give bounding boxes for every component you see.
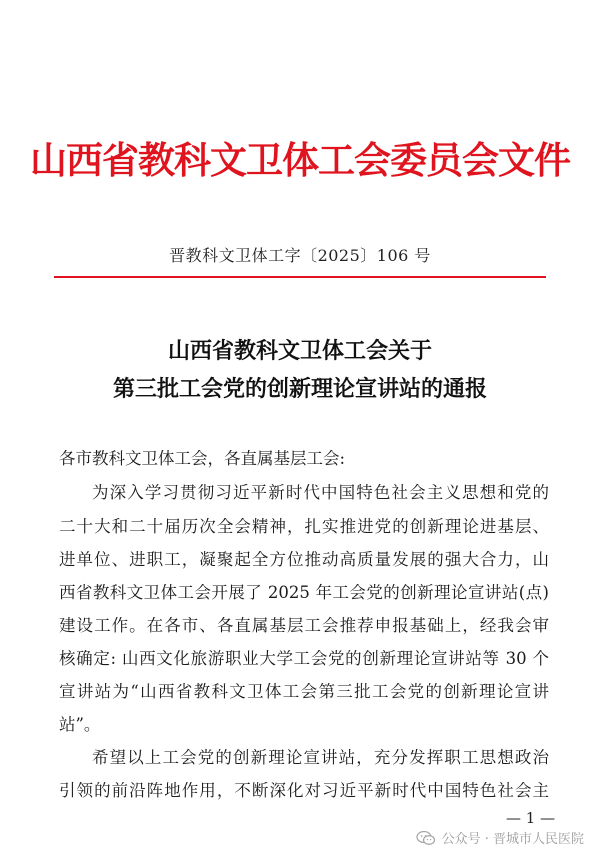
wechat-icon xyxy=(416,830,436,846)
body-line: 宣讲站为“山西省教科文卫体工会第三批工会党的创新理论宣讲 xyxy=(59,682,549,701)
page-number: — 1 — xyxy=(506,809,556,827)
header-red-rule xyxy=(54,276,546,278)
body-line: 进单位、进职工，凝聚起全方位推动高质量发展的强大合力，山 xyxy=(59,550,549,569)
body-line: 为深入学习贯彻习近平新时代中国特色社会主义思想和党的 xyxy=(92,483,549,502)
watermark-text: 公众号 · 晋城市人民医院 xyxy=(441,832,584,847)
body-line: 二十大和二十届历次全会精神，扎实推进党的创新理论进基层、 xyxy=(59,517,549,536)
body-line: 引领的前沿阵地作用，不断深化对习近平新时代中国特色社会主 xyxy=(59,781,549,800)
document-number: 晋教科文卫体工字〔2025〕106 号 xyxy=(169,246,431,265)
wechat-watermark xyxy=(416,828,584,847)
notice-title-line-2: 第三批工会党的创新理论宣讲站的通报 xyxy=(112,376,487,402)
body-line: 西省教科文卫体工会开展了 2025 年工会党的创新理论宣讲站(点) xyxy=(59,583,549,602)
salutation: 各市教科文卫体工会，各直属基层工会: xyxy=(59,449,346,468)
notice-title-line-1: 山西省教科文卫体工会关于 xyxy=(167,338,432,364)
body-line: 站”。 xyxy=(59,715,101,734)
body-line: 希望以上工会党的创新理论宣讲站，充分发挥职工思想政治 xyxy=(92,748,549,767)
body-line: 核确定: 山西文化旅游职业大学工会党的创新理论宣讲站等 30 个 xyxy=(59,649,549,668)
body-line: 建设工作。在各市、各直属基层工会推荐申报基础上，经我会审 xyxy=(59,616,549,635)
document-header-title: 山西省教科文卫体工会委员会文件 xyxy=(30,138,570,182)
